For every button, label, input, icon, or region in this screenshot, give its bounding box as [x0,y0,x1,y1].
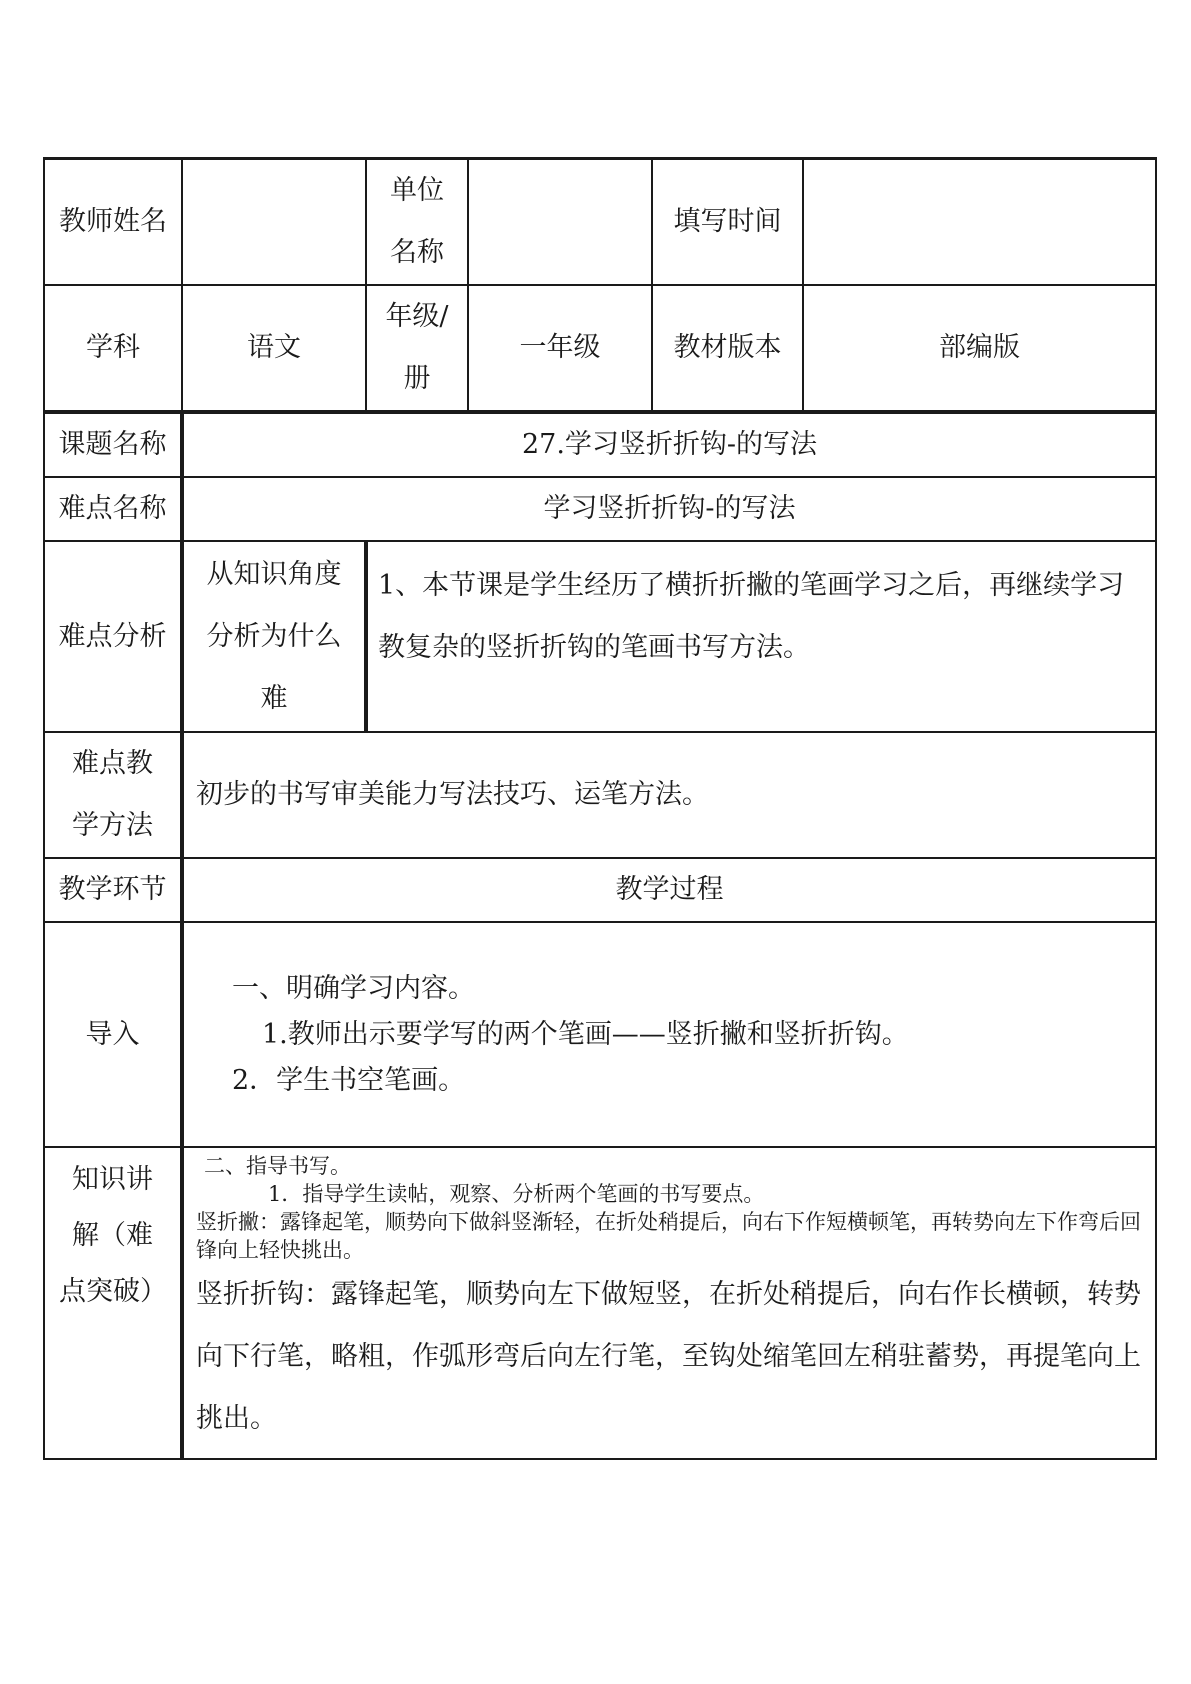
knowledge-label: 知识讲解（难点突破） [44,1147,182,1459]
edition-label: 教材版本 [652,285,803,412]
difficulty-name-label: 难点名称 [44,477,182,541]
knowledge-row [44,1147,1156,1459]
stroke-1-description: 竖折撇：露锋起笔，顺势向下做斜竖渐轻，在折处稍提后，向右下作短横顿笔，再转势向左下作弯后回锋向上轻快挑出。 [196,1210,1141,1262]
fill-date-label: 填写时间 [652,159,803,286]
intro-content [182,922,1156,1147]
intro-row [44,922,1156,1147]
teaching-method-content: 初步的书写审美能力写法技巧、运笔方法。 [182,732,1156,858]
lesson-title-value: 27.学习竖折折钩-的写法 [182,412,1156,477]
teaching-method-row [44,732,1156,858]
teaching-process-label: 教学过程 [182,858,1156,922]
lesson-title-row [44,412,1156,477]
intro-line-1: 一、明确学习内容。 [232,972,475,1004]
info-row-1 [44,159,1156,286]
analysis-content: 1、本节课是学生经历了横折折撇的笔画学习之后，再继续学习教复杂的竖折折钩的笔画书写方法。 [366,541,1156,732]
difficulty-analysis-row [44,541,1156,732]
stroke-2-description: 竖折折钩：露锋起笔，顺势向左下做短竖，在折处稍提后，向右作长横顿，转势向下行笔，略粗，作弧形弯后向左行笔，至钩处缩笔回左稍驻蓄势，再提笔向上挑出。 [196,1279,1141,1434]
process-header-row [44,858,1156,922]
knowledge-heading: 二、指导书写。 [204,1154,351,1178]
difficulty-name-row [44,477,1156,541]
intro-line-3: 2．学生书空笔画。 [232,1064,466,1096]
intro-line-2: 1.教师出示要学写的两个笔画——竖折撇和竖折折钩。 [262,1018,909,1050]
unit-name-label: 单位名称 [366,159,468,286]
lesson-title-label: 课题名称 [44,412,182,477]
grade-value: 一年级 [468,285,652,412]
lesson-plan-document [43,157,1155,1460]
unit-name-value [468,159,652,286]
teaching-method-label: 难点教学方法 [44,732,182,858]
lesson-plan-table [43,157,1157,1460]
info-row-2 [44,285,1156,412]
subject-label: 学科 [44,285,182,412]
teacher-name-value [182,159,366,286]
teaching-step-label: 教学环节 [44,858,182,922]
edition-value: 部编版 [803,285,1156,412]
teacher-name-label: 教师姓名 [44,159,182,286]
grade-label: 年级/册 [366,285,468,412]
intro-label: 导入 [44,922,182,1147]
subject-value: 语文 [182,285,366,412]
knowledge-content [182,1147,1156,1459]
difficulty-name-value: 学习竖折折钩-的写法 [182,477,1156,541]
fill-date-value [803,159,1156,286]
difficulty-analysis-label: 难点分析 [44,541,182,732]
analysis-sub-label: 从知识角度分析为什么难 [182,541,366,732]
knowledge-step-1: 1．指导学生读帖，观察、分析两个笔画的书写要点。 [268,1182,765,1206]
